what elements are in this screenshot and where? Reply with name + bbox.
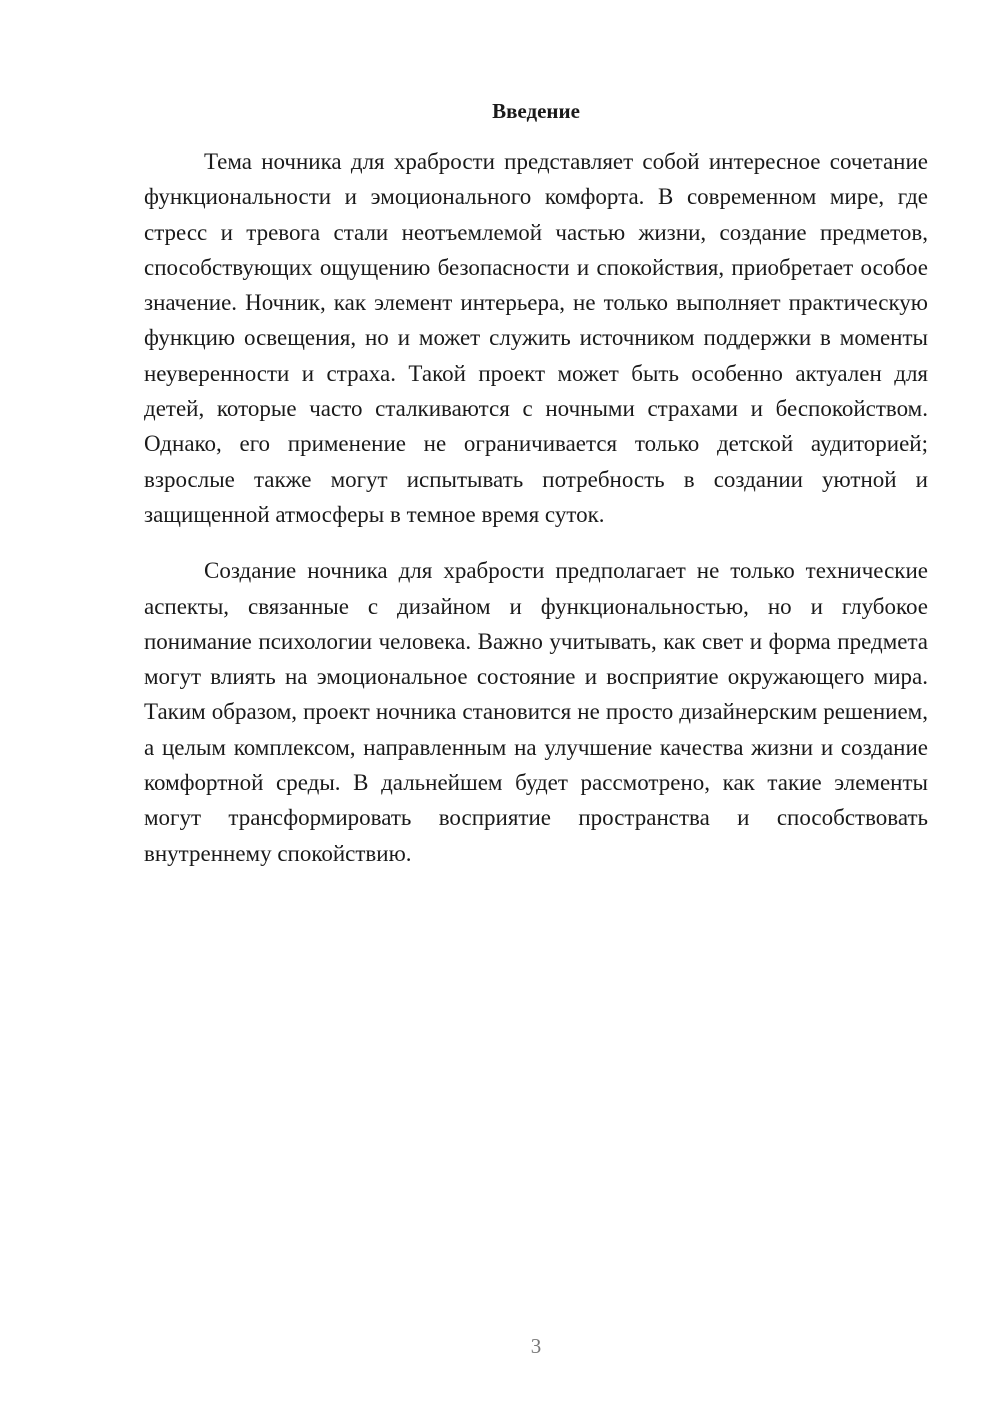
paragraph-2: Создание ночника для храбрости предполагает не только технические аспекты, связанные с дизайном и функциональностью, но и глубокое понимание психологии человека. Важно учитывать, как свет и форма предмета могут влиять на эмоциональное состояние и восприятие окружающего мира. Таким образом, проект ночника становится не просто дизайнерским решением, а целым комплексом, направленным на улучшение качества жизни и создание комфортной среды. В дальнейшем будет рассмотрено, как такие элементы могут трансформировать восприятие пространства и способствовать внутреннему спокойствию. <box>144 558 928 866</box>
document-body <box>144 96 928 871</box>
section-heading: Введение <box>492 99 580 123</box>
paragraph-1: Тема ночника для храбрости представляет собой интересное сочетание функциональности и эмоционального комфорта. В современном мире, где стресс и тревога стали неотъемлемой частью жизни, создание предметов, способствующих ощущению безопасности и спокойствия, приобретает особое значение. Ночник, как элемент интерьера, не только выполняет практическую функцию освещения, но и может служить источником поддержки в моменты неуверенности и страха. Такой проект может быть особенно актуален для детей, которые часто сталкиваются с ночными страхами и беспокойством. Однако, его применение не ограничивается только детской аудиторией; взрослые также могут испытывать потребность в создании уютной и защищенной атмосферы в темное время суток. <box>144 149 928 527</box>
page-number: 3 <box>530 1334 542 1358</box>
